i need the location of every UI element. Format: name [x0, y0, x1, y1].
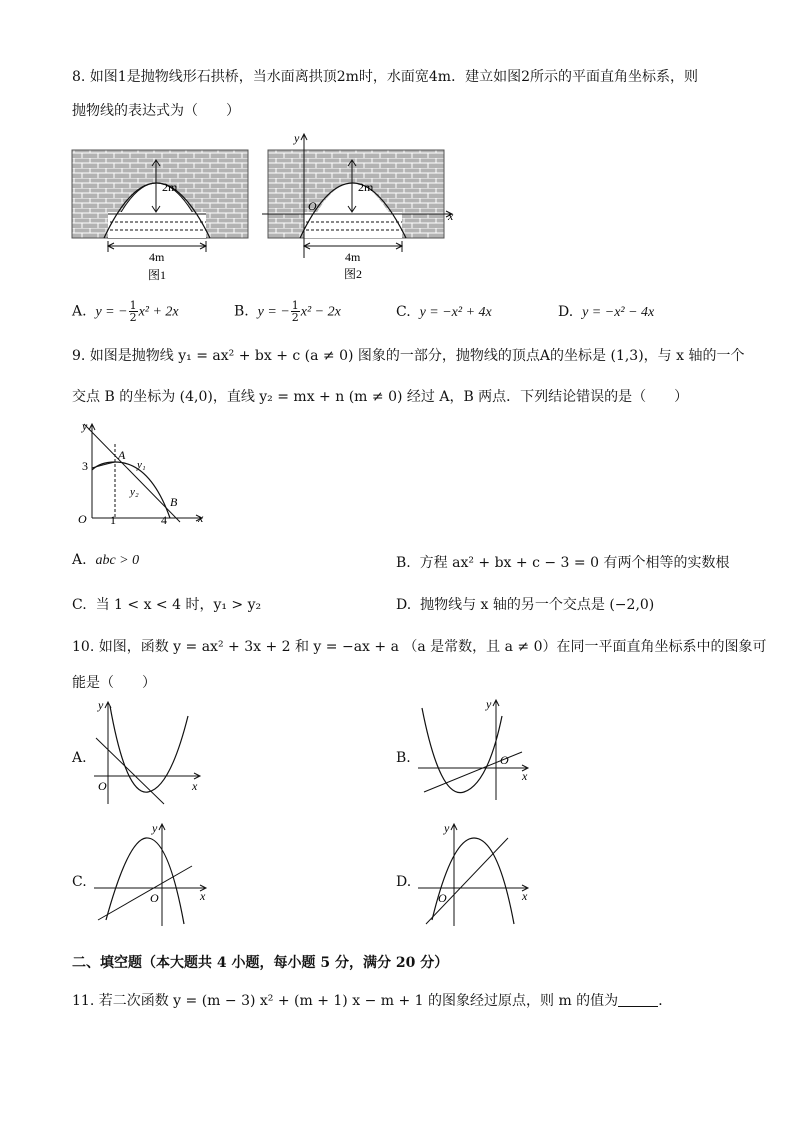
svg-text:O: O: [438, 891, 447, 905]
svg-text:x: x: [192, 779, 198, 793]
q10-graph-d: [412, 820, 536, 930]
q10-graph-b: [412, 696, 536, 806]
fig1-height-label: 2m: [162, 180, 178, 194]
q8-figure-2: [256, 128, 466, 286]
q10-line1: 10. 如图，函数 y = ax² + 3x + 2 和 y = −ax + a （a 是常数，且 a ≠ 0）在同一平面直角坐标系中的图象可: [72, 639, 767, 655]
q8-figure-1: [70, 148, 250, 286]
fig2-width-label: 4m: [345, 250, 361, 264]
q9-option-b[interactable]: B. 方程 ax² + bx + c − 3 = 0 有两个相等的实数根: [396, 555, 730, 571]
svg-text:x: x: [522, 769, 528, 783]
q10-graph-a: [88, 696, 206, 806]
q8-option-b[interactable]: B. y = − $\frac{1}{2}$ x² − 2x: [234, 299, 341, 324]
svg-text:x: x: [522, 889, 528, 903]
q10-option-c-label[interactable]: C.: [72, 874, 87, 890]
svg-text:B: B: [170, 495, 178, 509]
q10-option-d-label[interactable]: D.: [396, 874, 412, 890]
svg-text:O: O: [150, 891, 159, 905]
svg-text:y: y: [152, 821, 158, 835]
fig1-caption: 图1: [148, 268, 167, 282]
q8-option-c[interactable]: C. y = −x² + 4x: [396, 304, 492, 320]
fig2-origin: O: [308, 199, 317, 213]
svg-text:O: O: [500, 753, 509, 767]
fig2-y-label: y: [294, 131, 300, 145]
q9-line2: 交点 B 的坐标为 (4,0)，直线 y₂ = mx + n (m ≠ 0) 经过 A，B 两点．下列结论错误的是（ ）: [72, 389, 689, 405]
q11-line: 11. 若二次函数 y = (m − 3) x² + (m + 1) x − m + 1 的图象经过原点，则 m 的值为 ．: [72, 993, 673, 1009]
fig2-caption: 图2: [344, 267, 363, 281]
svg-text:y₂: y₂: [130, 486, 139, 498]
q8-option-d[interactable]: D. y = −x² − 4x: [558, 304, 655, 320]
q10-option-b-label[interactable]: B.: [396, 750, 411, 766]
q9-option-d[interactable]: D. 抛物线与 x 轴的另一个交点是 (−2,0): [396, 597, 655, 613]
svg-text:y: y: [98, 698, 104, 712]
q11-answer-blank[interactable]: [618, 994, 658, 1007]
svg-text:x: x: [198, 511, 204, 525]
q8-option-a[interactable]: A. y = − $\frac{1}{2}$ x² + 2x: [72, 299, 179, 324]
svg-text:O: O: [78, 512, 87, 526]
svg-text:4: 4: [161, 513, 167, 527]
svg-text:y: y: [82, 419, 88, 433]
q9-option-a[interactable]: A. abc > 0: [72, 552, 140, 568]
svg-text:y: y: [486, 697, 492, 711]
q10-line2: 能是（ ）: [72, 675, 156, 691]
svg-text:3: 3: [82, 459, 88, 473]
q10-graph-c: [88, 820, 214, 930]
q9-line1: 9. 如图是抛物线 y₁ = ax² + bx + c (a ≠ 0) 图象的一部分，抛物线的顶点A的坐标是 (1,3)，与 x 轴的一个: [72, 348, 745, 364]
q10-option-a-label[interactable]: A.: [72, 750, 87, 766]
fig1-width-label: 4m: [149, 250, 165, 264]
q8-line1: 8. 如图1是抛物线形石拱桥，当水面离拱顶2m时，水面宽4m．建立如图2所示的平面直角坐标系，则: [72, 69, 698, 85]
q9-figure: [70, 418, 210, 534]
svg-text:x: x: [200, 889, 206, 903]
q9-option-c[interactable]: C. 当 1 < x < 4 时，y₁ > y₂: [72, 597, 262, 613]
q8-line2: 抛物线的表达式为（ ）: [72, 103, 240, 119]
svg-text:A: A: [118, 448, 126, 462]
fig2-height-label: 2m: [358, 180, 374, 194]
svg-text:1: 1: [110, 513, 116, 527]
svg-text:y₁: y₁: [137, 459, 146, 471]
fig2-x-label: x: [448, 209, 454, 223]
section-2-heading: 二、填空题（本大题共 4 小题，每小题 5 分，满分 20 分）: [72, 955, 449, 971]
svg-text:O: O: [98, 779, 107, 793]
svg-text:y: y: [444, 821, 450, 835]
